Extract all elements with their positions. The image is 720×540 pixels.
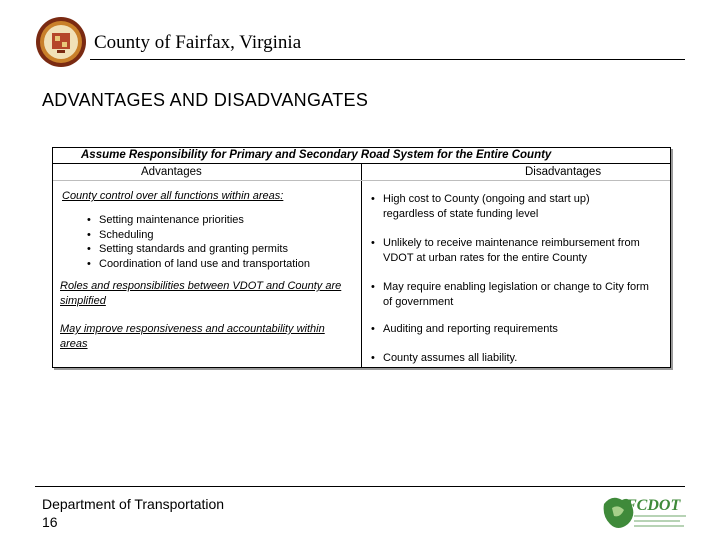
disadvantage-item bbox=[371, 192, 619, 221]
column-divider bbox=[361, 163, 362, 367]
disadvantage-item bbox=[371, 322, 661, 337]
list-item: • Setting standards and granting permits bbox=[87, 242, 357, 257]
header-divider bbox=[90, 59, 685, 60]
footer-department: Department of Transportation bbox=[42, 496, 225, 512]
advantages-header: Advantages bbox=[141, 166, 202, 178]
county-title: County of Fairfax, Virginia bbox=[94, 32, 302, 53]
disadvantage-item bbox=[371, 236, 671, 265]
header-divider-light bbox=[53, 180, 670, 181]
slide-heading: ADVANTAGES AND DISADVANGATES bbox=[42, 90, 369, 110]
svg-text:FCDOT: FCDOT bbox=[626, 497, 681, 514]
list-item: • Scheduling bbox=[87, 228, 357, 243]
list-item: • High cost to County (ongoing and start up) regardless of state funding level bbox=[371, 192, 619, 221]
advantage-item: Roles and responsibilities between VDOT and County are simplified bbox=[60, 280, 342, 307]
disadvantage-item bbox=[371, 351, 661, 366]
footer-divider bbox=[35, 486, 685, 487]
list-item: • County assumes all liability. bbox=[371, 351, 661, 366]
list-item: • Auditing and reporting requirements bbox=[371, 322, 661, 337]
list-item: • Setting maintenance priorities bbox=[87, 213, 357, 228]
county-seal-icon bbox=[35, 16, 87, 68]
page-number: 16 bbox=[42, 514, 58, 530]
list-item: • Unlikely to receive maintenance reimbursement from VDOT at urban rates for the entire County bbox=[371, 236, 671, 265]
advantage-item: County control over all functions within areas: bbox=[62, 190, 284, 202]
fcdot-logo-icon bbox=[600, 490, 690, 534]
list-item: • Coordination of land use and transportation bbox=[87, 257, 357, 272]
disadvantage-item bbox=[371, 280, 661, 309]
advantage-bullet-list bbox=[87, 213, 357, 271]
disadvantages-header: Disadvantages bbox=[525, 166, 602, 178]
list-item: • May require enabling legislation or change to City form of government bbox=[371, 280, 661, 309]
comparison-table bbox=[52, 147, 671, 368]
advantage-item: May improve responsiveness and accountability within areas bbox=[60, 323, 325, 350]
table-title: Assume Responsibility for Primary and Secondary Road System for the Entire County bbox=[81, 149, 552, 161]
